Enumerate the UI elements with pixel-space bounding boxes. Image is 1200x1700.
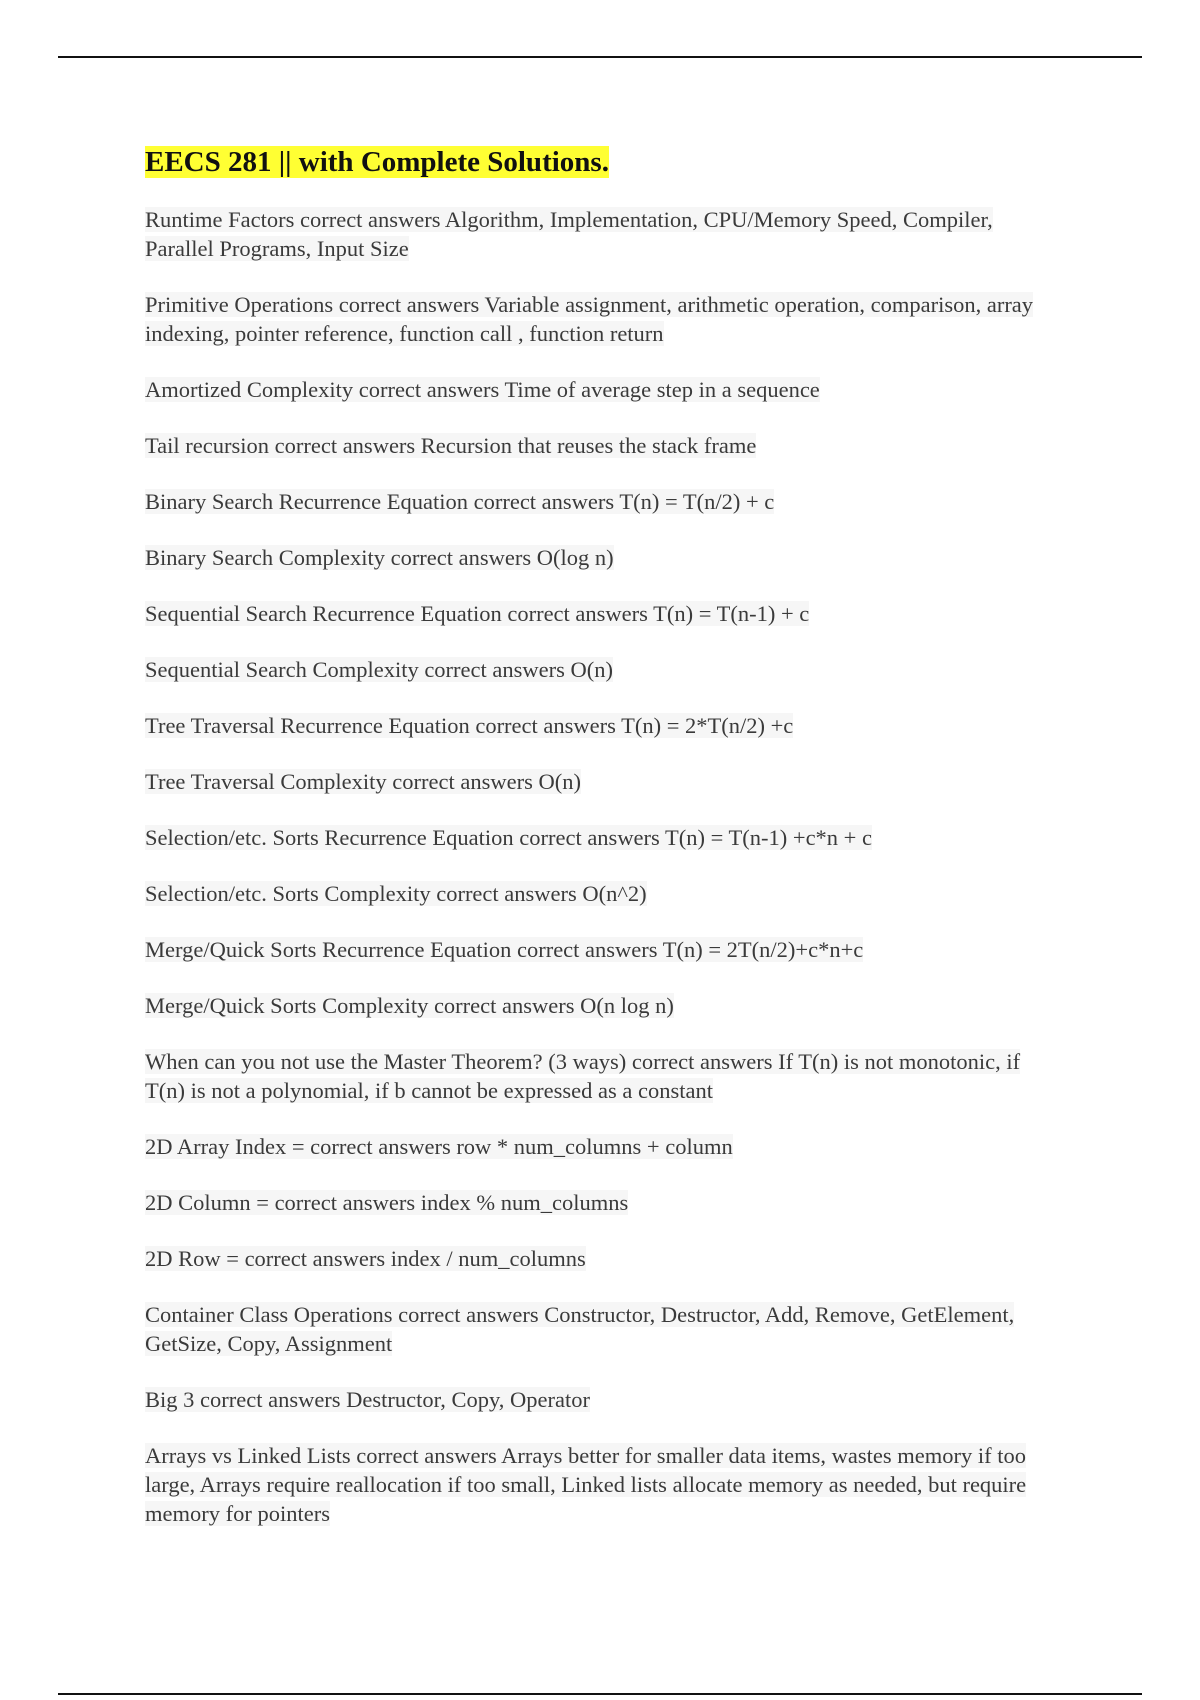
- bottom-rule: [58, 1693, 1142, 1695]
- qa-entry: Binary Search Complexity correct answers O(log n): [145, 545, 614, 571]
- qa-entry: Binary Search Recurrence Equation correct answers T(n) = T(n/2) + c: [145, 489, 775, 515]
- qa-entry: Runtime Factors correct answers Algorithm, Implementation, CPU/Memory Speed, Compiler, Parallel Programs, Input Size: [145, 207, 993, 262]
- top-rule: [58, 56, 1142, 58]
- document-title: [145, 146, 1065, 179]
- qa-entry: Selection/etc. Sorts Recurrence Equation correct answers T(n) = T(n-1) +c*n + c: [145, 825, 872, 851]
- qa-entry: Primitive Operations correct answers Variable assignment, arithmetic operation, comparison, array indexing, pointer reference, function call , function return: [145, 292, 1034, 347]
- document-body: [145, 146, 1065, 1555]
- qa-entry: When can you not use the Master Theorem? (3 ways) correct answers If T(n) is not monotonic, if T(n) is not a polynomial, if b cannot be expressed as a constant: [145, 1049, 1021, 1104]
- qa-entry: Container Class Operations correct answers Constructor, Destructor, Add, Remove, GetElement, GetSize, Copy, Assignment: [145, 1302, 1015, 1357]
- qa-entry: Tail recursion correct answers Recursion that reuses the stack frame: [145, 433, 757, 459]
- qa-entry: 2D Column = correct answers index % num_columns: [145, 1190, 629, 1216]
- qa-entry: 2D Array Index = correct answers row * num_columns + column: [145, 1134, 733, 1160]
- qa-entry: Merge/Quick Sorts Complexity correct answers O(n log n): [145, 993, 674, 1019]
- qa-entry: Merge/Quick Sorts Recurrence Equation correct answers T(n) = 2T(n/2)+c*n+c: [145, 937, 864, 963]
- document-title-text: EECS 281 || with Complete Solutions.: [145, 146, 609, 178]
- qa-entry: Sequential Search Complexity correct answers O(n): [145, 657, 613, 683]
- qa-entry: Amortized Complexity correct answers Time of average step in a sequence: [145, 377, 820, 403]
- qa-entry: Big 3 correct answers Destructor, Copy, Operator: [145, 1387, 591, 1413]
- qa-entry: Sequential Search Recurrence Equation correct answers T(n) = T(n-1) + c: [145, 601, 810, 627]
- qa-entry: Tree Traversal Complexity correct answers O(n): [145, 769, 581, 795]
- qa-entry: Tree Traversal Recurrence Equation correct answers T(n) = 2*T(n/2) +c: [145, 713, 794, 739]
- qa-entry: Arrays vs Linked Lists correct answers Arrays better for smaller data items, wastes memory if too large, Arrays require reallocation if too small, Linked lists allocate memory as needed, but require memory for pointers: [145, 1443, 1027, 1527]
- qa-entry: Selection/etc. Sorts Complexity correct answers O(n^2): [145, 881, 647, 907]
- qa-entry: 2D Row = correct answers index / num_columns: [145, 1246, 586, 1272]
